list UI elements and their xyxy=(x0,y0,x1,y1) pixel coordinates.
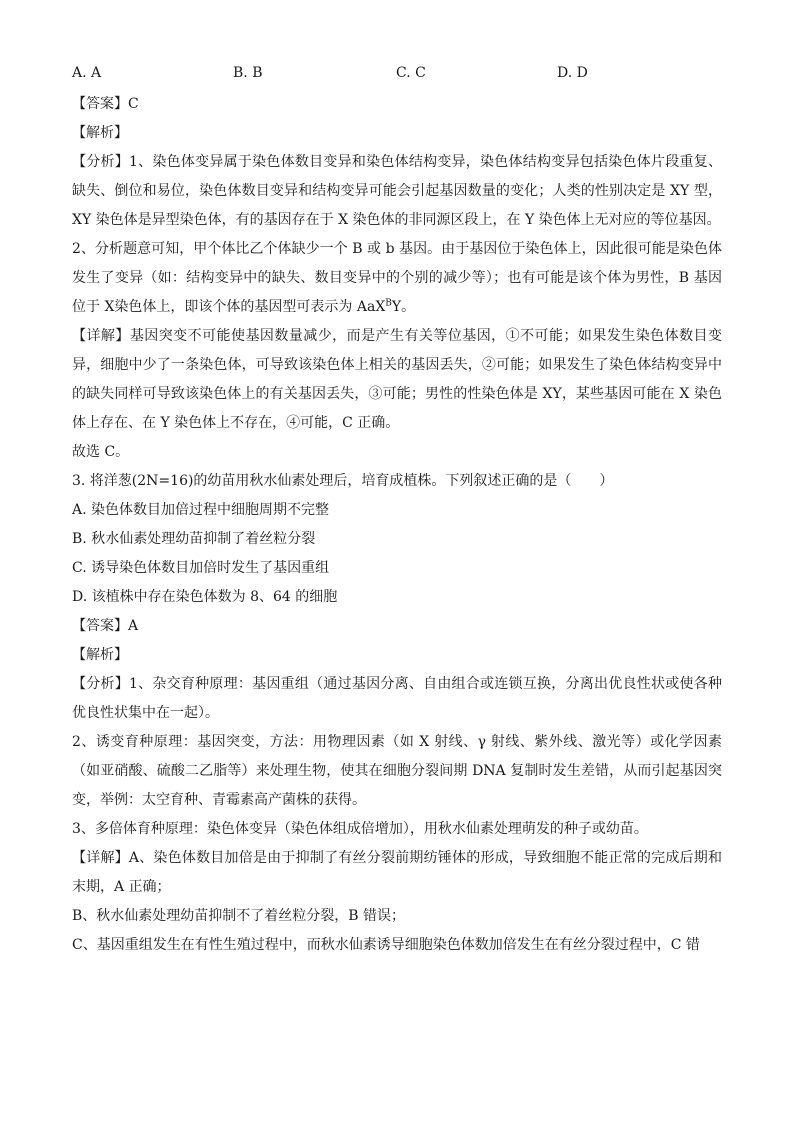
q3-analysis-p1: 【分析】1、杂交育种原理：基因重组（通过基因分离、自由组合或连锁互换，分离出优良性状或使各种优良性状集中在一起）。 xyxy=(72,676,722,721)
q3-option-b: B. 秋水仙素处理幼苗抑制了着丝粒分裂 xyxy=(72,531,316,547)
q2-answer: 【答案】C xyxy=(72,96,139,112)
q2-options xyxy=(72,62,722,84)
q3-option-c: C. 诱导染色体数目加倍时发生了基因重组 xyxy=(72,560,330,576)
q3-answer: 【答案】A xyxy=(72,618,139,634)
document-page xyxy=(72,62,722,960)
q2-option-b: B. B xyxy=(233,65,263,81)
q2-analysis-p2 xyxy=(72,235,722,322)
q3-analysis-label: 【解析】 xyxy=(72,647,128,663)
q3-option-a: A. 染色体数目加倍过程中细胞周期不完整 xyxy=(72,502,330,518)
q2-option-c: C. C xyxy=(396,65,426,81)
q2-analysis-p2-text: 2、分析题意可知，甲个体比乙个体缺少一个 B 或 b 基因。由于基因位于染色体上，因此很可能是染色体发生了变异（如：结构变异中的缺失、数目变异中的个别的减少等）；也有可能是该个体为男性，B 基因位于 X染色体上，即该个体的基因型可表示为 AaX xyxy=(72,241,722,315)
q3-analysis-p3: 3、多倍体育种原理：染色体变异（染色体组成倍增加），用秋水仙素处理萌发的种子或幼苗。 xyxy=(72,821,648,837)
q2-detail: 【详解】基因突变不可能使基因数量减少，而是产生有关等位基因，①不可能；如果发生染色体数目变异，细胞中少了一条染色体，可导致该染色体上相关的基因丢失，②可能；如果发生了染色体结构变异中的缺失同样可导致该染色体上的有关基因丢失，③可能；男性的性染色体是 XY，某些基因可能在 X 染色体上存在、在 Y 染色体上不存在，④可能，C 正确。 xyxy=(72,328,722,431)
q3-detail-a: 【详解】A、染色体数目加倍是由于抑制了有丝分裂前期纺锤体的形成，导致细胞不能正常的完成后期和末期，A 正确； xyxy=(72,850,722,895)
q2-option-a: A. A xyxy=(72,65,102,81)
q2-analysis-label: 【解析】 xyxy=(72,125,128,141)
q2-choose: 故选 C。 xyxy=(72,444,130,460)
q3-detail-c: C、基因重组发生在有性生殖过程中，而秋水仙素诱导细胞染色体数加倍发生在有丝分裂过程中，C 错 xyxy=(72,937,700,953)
q3-detail-b: B、秋水仙素处理幼苗抑制不了着丝粒分裂，B 错误； xyxy=(72,908,406,924)
q2-analysis-p2-end: Y。 xyxy=(391,299,416,315)
q2-analysis-p1: 【分析】1、染色体变异属于染色体数目变异和染色体结构变异，染色体结构变异包括染色体片段重复、缺失、倒位和易位，染色体数目变异和结构变异可能会引起基因数量的变化；人类的性别决定是 XY 型，XY 染色体是异型染色体，有的基因存在于 X 染色体的非同源区段上，在 Y 染色体上无对应的等位基因。 xyxy=(72,154,722,228)
q2-option-d: D. D xyxy=(557,65,588,81)
q3-analysis-p2: 2、诱变育种原理：基因突变，方法：用物理因素（如 X 射线、γ 射线、紫外线、激光等）或化学因素（如亚硝酸、硫酸二乙脂等）来处理生物，使其在细胞分裂间期 DNA 复制时发生差错，从而引起基因突变，举例：太空育种、青霉素高产菌株的获得。 xyxy=(72,734,722,808)
q2-genotype-superscript: B xyxy=(385,298,392,309)
q3-option-d: D. 该植株中存在染色体数为 8、64 的细胞 xyxy=(72,589,338,605)
q3-stem: 3. 将洋葱(2N=16)的幼苗用秋水仙素处理后，培育成植株。下列叙述正确的是（ ） xyxy=(72,473,614,489)
